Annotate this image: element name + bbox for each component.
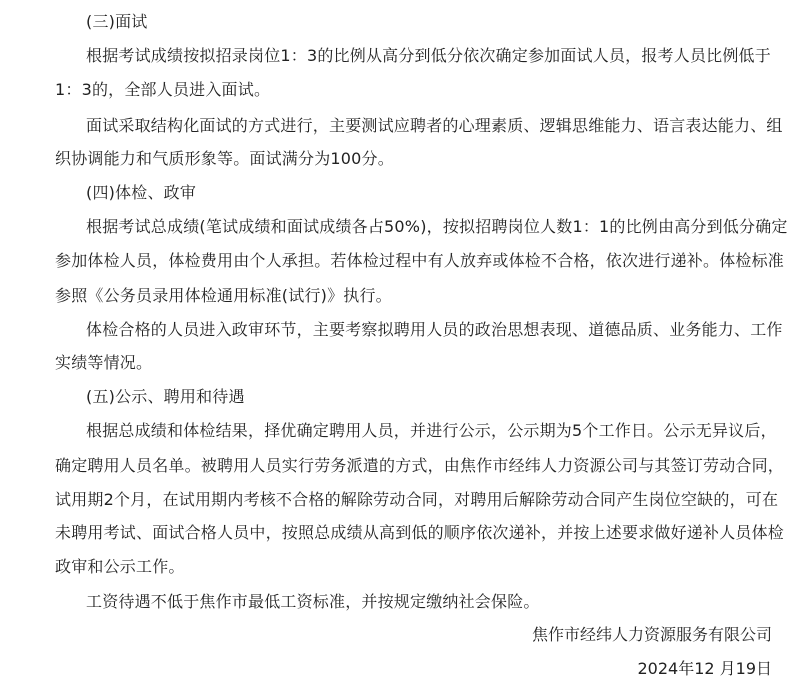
paragraph-line: 体检合格的人员进入政审环节，主要考察拟聘用人员的政治思想表现、道德品质、业务能力、工作 — [86, 320, 783, 339]
paragraph-line: 政审和公示工作。 — [55, 557, 185, 576]
paragraph-line: 未聘用考试、面试合格人员中，按照总成绩从高到低的顺序依次递补，并按上述要求做好递补人员体检 — [55, 523, 785, 542]
paragraph-line: 确定聘用人员名单。被聘用人员实行劳务派遣的方式，由焦作市经纬人力资源公司与其签订劳动合同， — [55, 456, 785, 475]
paragraph-line: 1：3的，全部人员进入面试。 — [55, 80, 271, 99]
signature-organization: 焦作市经纬人力资源服务有限公司 — [531, 625, 772, 644]
paragraph-line: 实绩等情况。 — [55, 353, 153, 372]
section-heading-interview: (三)面试 — [86, 12, 148, 31]
paragraph-line: 工资待遇不低于焦作市最低工资标准，并按规定缴纳社会保险。 — [86, 592, 540, 611]
paragraph-line: 面试采取结构化面试的方式进行，主要测试应聘者的心理素质、逻辑思维能力、语言表达能力、组 — [86, 116, 783, 135]
paragraph-line: 参照《公务员录用体检通用标准(试行)》执行。 — [55, 286, 392, 305]
paragraph-line: 参加体检人员，体检费用由个人承担。若体检过程中有人放弃或体检不合格，依次进行递补。体检标准 — [55, 251, 785, 270]
paragraph-line: 织协调能力和气质形象等。面试满分为100分。 — [55, 149, 394, 168]
paragraph-line: 根据总成绩和体检结果，择优确定聘用人员，并进行公示，公示期为5个工作日。公示无异议后， — [86, 421, 777, 440]
section-heading-publicity-employment: (五)公示、聘用和待遇 — [86, 387, 245, 406]
section-heading-medical-political: (四)体检、政审 — [86, 183, 197, 202]
paragraph-line: 根据考试成绩按拟招录岗位1：3的比例从高分到低分依次确定参加面试人员，报考人员比例低于 — [86, 46, 771, 65]
paragraph-line: 根据考试总成绩(笔试成绩和面试成绩各占50%)，按拟招聘岗位人数1：1的比例由高分到低分确定 — [86, 217, 788, 236]
paragraph-line: 试用期2个月，在试用期内考核不合格的解除劳动合同，对聘用后解除劳动合同产生岗位空缺的，可在 — [55, 490, 779, 509]
signature-date: 2024年12 月19日 — [637, 659, 772, 678]
